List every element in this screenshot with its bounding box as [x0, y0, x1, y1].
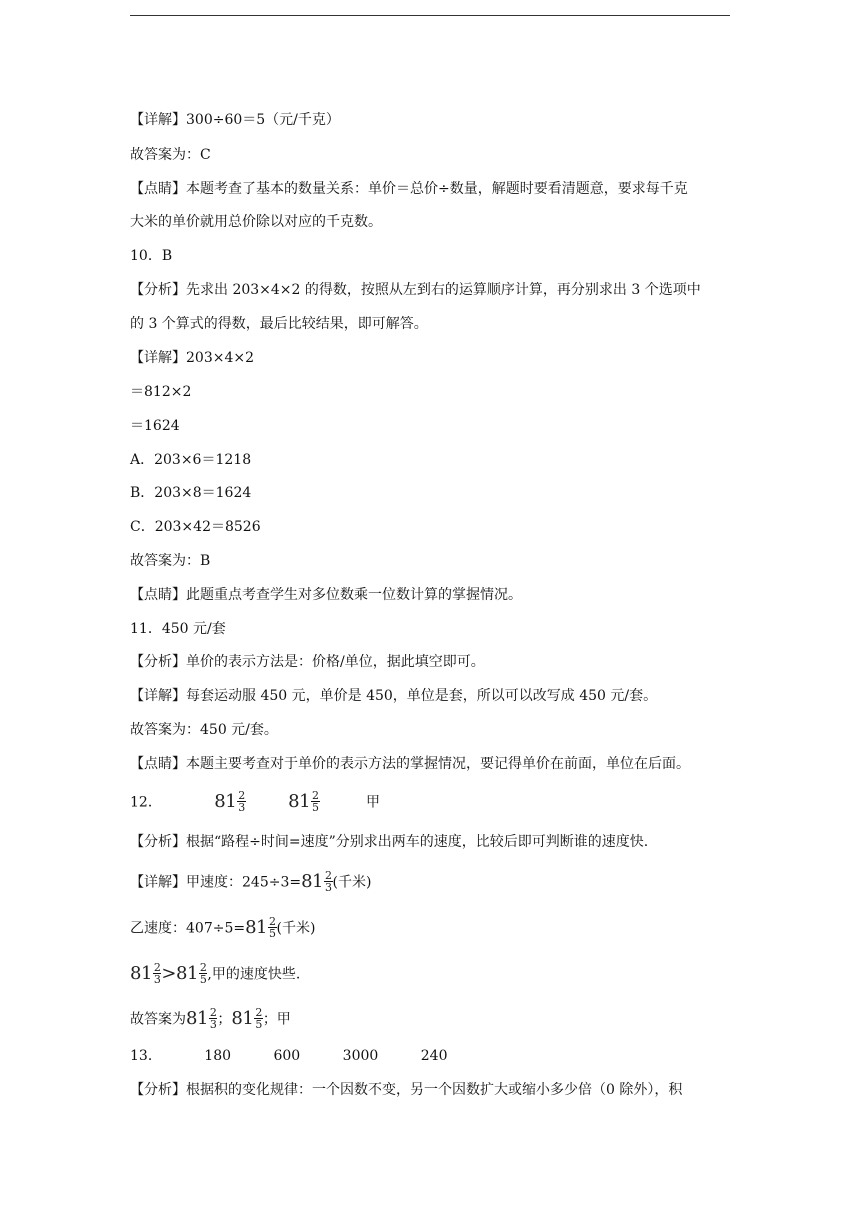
answer-text: 240 [420, 1048, 448, 1064]
text-line: 【点睛】本题考查了基本的数量关系：单价＝总价÷数量，解题时要看清题意，要求每千克 [130, 181, 688, 197]
text-line: B．203×8＝1624 [130, 485, 252, 501]
answer-text: 600 [273, 1048, 301, 1064]
mixed-number: 81 $\frac{2}{3}$ [214, 789, 245, 814]
text-line: 【分析】根据积的变化规律：一个因数不变，另一个因数扩大或缩小多少倍（0 除外），积 [130, 1082, 683, 1098]
q12-answer-line [130, 790, 380, 813]
q12-detail-2: 乙速度：407÷5= 81 $\frac{2}{5}$ (千米) [130, 915, 316, 940]
text-line: 【详解】300÷60＝5（元/千克） [130, 112, 340, 128]
question-number: 13． [130, 1048, 162, 1064]
text-line: 故答案为：B [130, 553, 211, 569]
text-line: ＝1624 [130, 418, 180, 434]
mixed-number: 81 $\frac{2}{5}$ [288, 789, 319, 814]
answer-text: 3000 [342, 1048, 379, 1064]
text-line: 故答案为：450 元/套。 [130, 722, 278, 738]
q12-final: 故答案为 81 $\frac{2}{3}$ ； 81 $\frac{2}{5}$ ；甲 [130, 1006, 291, 1031]
text-line: C．203×42＝8526 [130, 519, 261, 535]
text-line: A．203×6＝1218 [130, 452, 252, 468]
answer-text: 180 [204, 1048, 232, 1064]
text-line: 【分析】单价的表示方法是：价格/单位，据此填空即可。 [130, 654, 485, 670]
text-line: 【详解】每套运动服 450 元，单价是 450，单位是套，所以可以改写成 450 元/套。 [130, 688, 658, 704]
q12-compare: 81 $\frac{2}{3}$ > 81 $\frac{2}{5}$ ,甲的速度快些. [130, 961, 301, 986]
question-number: 11．450 元/套 [130, 621, 226, 637]
text-line: 【详解】203×4×2 [130, 350, 254, 366]
question-number: 10．B [130, 248, 173, 264]
text-line: 【点睛】本题主要考查对于单价的表示方法的掌握情况，要记得单价在前面，单位在后面。 [130, 756, 690, 772]
text-line: 【分析】先求出 203×4×2 的得数，按照从左到右的运算顺序计算，再分别求出 3 个选项中 [130, 282, 701, 298]
text-line: 【点睛】此题重点考查学生对多位数乘一位数计算的掌握情况。 [130, 587, 522, 603]
q13-answer-line [130, 1046, 447, 1066]
text-line: ＝812×2 [130, 384, 192, 400]
text-line: 【分析】根据“路程÷时间=速度”分别求出两车的速度，比较后即可判断谁的速度快. [130, 834, 649, 850]
header-rule [130, 15, 730, 16]
text-line: 故答案为：C [130, 147, 211, 163]
text-line: 大米的单价就用总价除以对应的千克数。 [130, 214, 382, 230]
q12-detail-1: 【详解】甲速度：245÷3= 81 $\frac{2}{3}$ (千米) [130, 869, 372, 894]
answer-text: 甲 [366, 794, 380, 811]
question-number: 12． [130, 794, 162, 811]
text-line: 的 3 个算式的得数，最后比较结果，即可解答。 [130, 316, 428, 332]
